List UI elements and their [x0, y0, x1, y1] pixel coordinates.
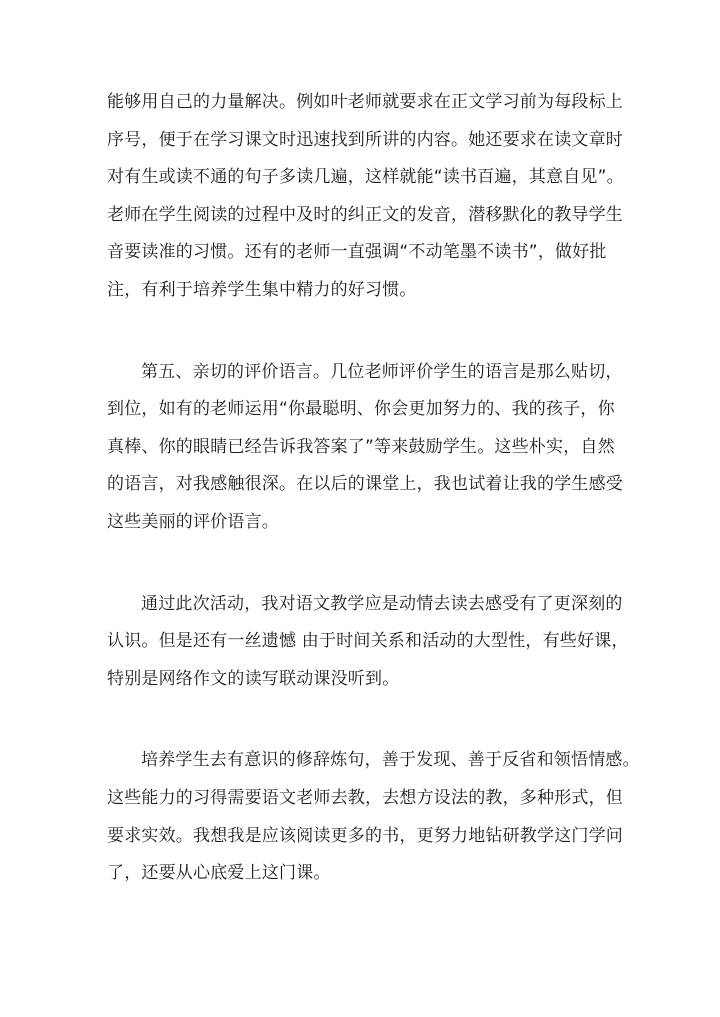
- text-line: 真棒、你的眼睛已经告诉我答案了”等来鼓励学生。这些朴实，自然: [107, 436, 615, 457]
- text-line: 要求实效。我想我是应该阅读更多的书，更努力地钻研教学这门学问: [107, 825, 623, 846]
- text-line: 特别是网络作文的读写联动课没听到。: [107, 668, 400, 689]
- text-line: 认识。但是还有一丝遗憾 由于时间关系和活动的大型性，有些好课，: [107, 631, 629, 652]
- text-line: 了，还要从心底爱上这门课。: [107, 863, 331, 884]
- text-line: 序号，便于在学习课文时迅速找到所讲的内容。她还要求在读文章时: [107, 129, 623, 150]
- text-line: 第五、亲切的评价语言。几位老师评价学生的语言是那么贴切，: [141, 361, 623, 382]
- paragraph-3: [107, 586, 629, 699]
- text-line: 这些能力的习得需要语文老师去教，去想方设法的教，多种形式，但: [107, 787, 623, 808]
- text-line: 对有生或读不通的句子多读几遍，这样就能“读书百遍，其意自见”。: [107, 167, 624, 188]
- text-line: 能够用自己的力量解决。例如叶老师就要求在正文学习前为每段标上: [107, 92, 623, 112]
- text-line: 到位，如有的老师运用“你最聪明、你会更加努力的、我的孩子，你: [107, 399, 615, 420]
- text-line: 通过此次活动，我对语文教学应是动情去读去感受有了更深刻的: [141, 593, 623, 614]
- text-line: 注，有利于培养学生集中精力的好习惯。: [107, 279, 417, 300]
- text-line: 的语言，对我感触很深。在以后的课堂上，我也试着让我的学生感受: [107, 474, 623, 495]
- text-line: 老师在学生阅读的过程中及时的纠正文的发音，潜移默化的教导学生: [107, 204, 623, 225]
- paragraph-4: [107, 742, 640, 892]
- text-line: 培养学生去有意识的修辞炼句，善于发现、善于反省和领悟情感。: [141, 750, 640, 771]
- paragraph-2: [107, 354, 623, 542]
- text-line: 音要读准的习惯。还有的老师一直强调“不动笔墨不读书”，做好批: [107, 242, 607, 263]
- text-line: 这些美丽的评价语言。: [107, 511, 279, 532]
- paragraph-1: [107, 84, 624, 310]
- document-body: [107, 84, 640, 937]
